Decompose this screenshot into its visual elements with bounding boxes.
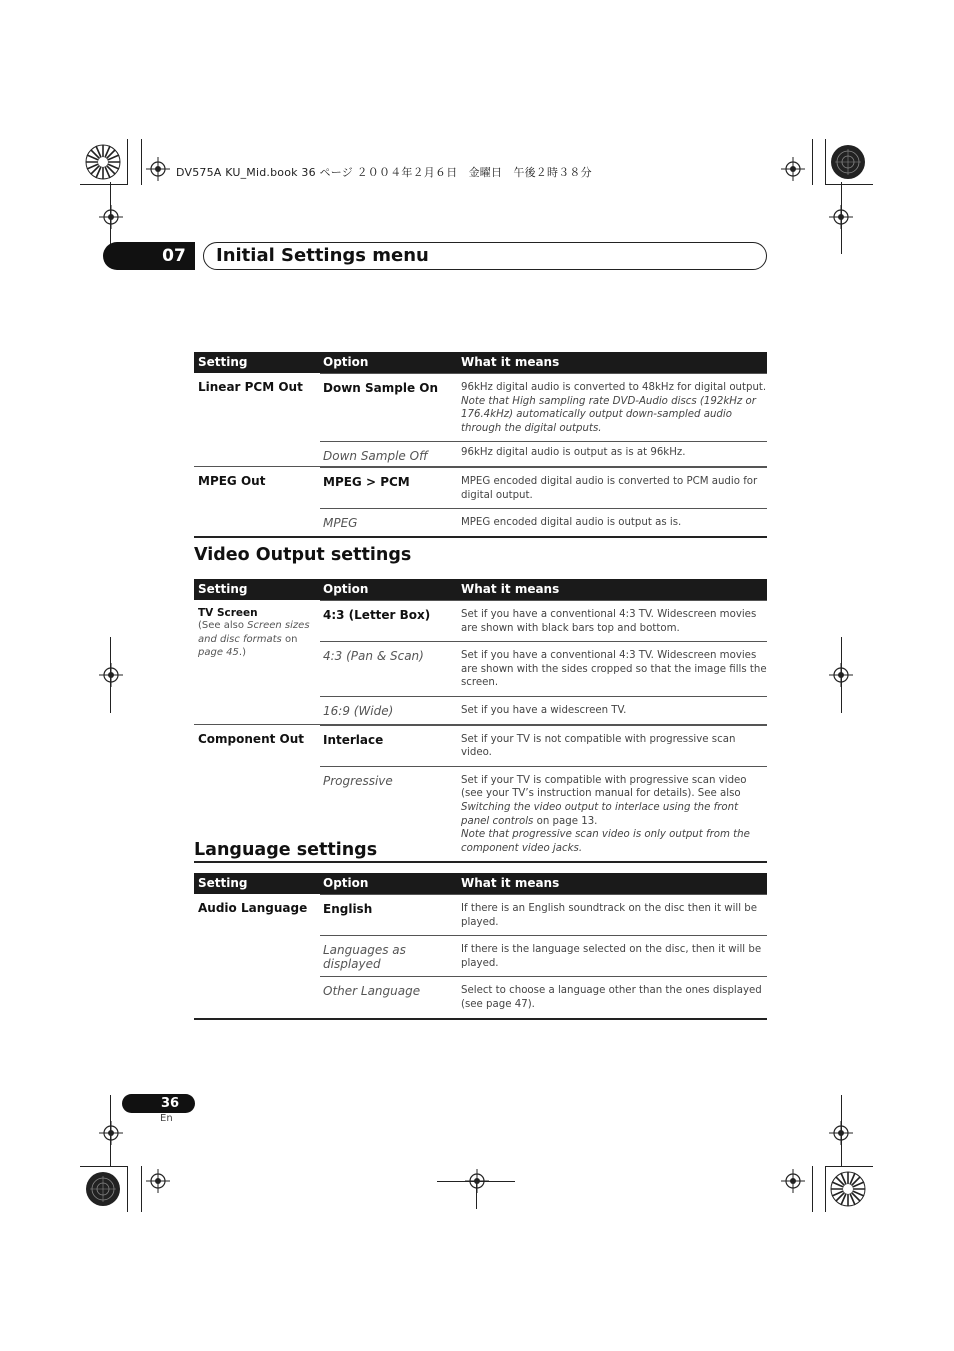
crop-line xyxy=(825,1166,873,1167)
section-title-video-output: Video Output settings xyxy=(194,545,412,565)
table-row xyxy=(320,935,767,976)
crosshair-mark xyxy=(99,205,123,229)
crop-line xyxy=(841,637,842,713)
meaning-link-text: Switching the video output to interlace using the front panel controls xyxy=(461,801,739,827)
setting-name xyxy=(198,607,316,660)
registration-mark-bottom-left xyxy=(84,1170,122,1208)
setting-group-mpeg-out xyxy=(194,466,767,536)
registration-mark-top-right xyxy=(829,143,867,181)
option-name: Down Sample Off xyxy=(323,449,428,464)
option-meaning: If there is an English soundtrack on the disc then it will be played. xyxy=(461,903,758,928)
setting-label: TV Screen xyxy=(198,607,258,619)
note-page: page 45 xyxy=(198,647,239,658)
option-meaning: MPEG encoded digital audio is converted to PCM audio for digital output. xyxy=(461,475,758,501)
crop-line xyxy=(825,1166,826,1212)
crop-line xyxy=(127,139,128,185)
table-end-rule xyxy=(194,1018,767,1020)
option-meaning: Set if you have a conventional 4:3 TV. Widescreen movies are shown with the sides cropped so that the image fills the screen. xyxy=(461,650,767,689)
meaning-note: Note that High sampling rate DVD-Audio discs (192kHz or 176.4kHz) automatically output down-sampled audio through the digital outputs. xyxy=(461,395,756,434)
meaning-note: Note that progressive scan video is only output from the component video jacks. xyxy=(461,829,750,854)
table-row xyxy=(320,976,767,1017)
meaning-text: Set if your TV is compatible with progressive scan video (see your TV’s instruction manual for details). See also xyxy=(461,774,747,800)
setting-group-audio-language xyxy=(194,894,767,1018)
column-header-meaning: What it means xyxy=(461,582,560,596)
table-row xyxy=(320,766,767,862)
table-row xyxy=(320,373,767,441)
option-name: Languages as displayed xyxy=(323,943,406,972)
table-row xyxy=(320,441,767,466)
column-header-setting: Setting xyxy=(198,876,248,890)
note-prefix: (See also xyxy=(198,620,248,631)
column-header-setting: Setting xyxy=(198,582,248,596)
column-header-option: Option xyxy=(323,876,369,890)
option-name: Other Language xyxy=(323,984,421,999)
option-name: English xyxy=(323,902,373,916)
setting-group-linear-pcm-out xyxy=(194,373,767,466)
note-link-text: Screen sizes and disc formats xyxy=(198,620,310,645)
crosshair-mark xyxy=(781,157,805,181)
setting-name: Audio Language xyxy=(198,901,308,915)
video-settings-table xyxy=(194,579,767,863)
option-name: 16:9 (Wide) xyxy=(323,703,394,718)
option-name: MPEG xyxy=(323,516,358,531)
print-header: DV575A KU_Mid.book 36 ページ ２００４年２月６日 金曜日 午後２時３８分 xyxy=(176,166,592,179)
audio-settings-table xyxy=(194,352,767,538)
crop-line xyxy=(110,1095,111,1167)
crosshair-mark xyxy=(99,1121,123,1145)
chapter-number: 07 xyxy=(162,246,186,266)
option-meaning: Select to choose a language other than the ones displayed (see page 47). xyxy=(461,985,762,1010)
setting-note xyxy=(198,619,316,660)
crop-line xyxy=(812,139,813,185)
option-name: Interlace xyxy=(323,732,384,747)
setting-group-tv-screen xyxy=(194,600,767,724)
crop-line xyxy=(110,637,111,713)
column-header-meaning: What it means xyxy=(461,355,560,369)
option-meaning xyxy=(461,767,767,862)
chapter-title: Initial Settings menu xyxy=(216,245,429,266)
option-meaning: Set if your TV is not compatible with progressive scan video. xyxy=(461,733,736,759)
crop-line xyxy=(841,182,842,254)
option-meaning: Set if you have a widescreen TV. xyxy=(461,704,627,716)
option-name: Progressive xyxy=(323,773,393,788)
table-end-rule xyxy=(194,536,767,538)
section-title-language: Language settings xyxy=(194,840,378,860)
registration-mark-top-left xyxy=(84,143,122,181)
option-name: Down Sample On xyxy=(323,381,439,395)
page-number: 36 xyxy=(160,1096,180,1111)
setting-name: Linear PCM Out xyxy=(198,380,303,394)
setting-name: Component Out xyxy=(198,731,305,746)
crosshair-mark xyxy=(146,157,170,181)
column-header-option: Option xyxy=(323,355,369,369)
language-settings-table xyxy=(194,873,767,1020)
crop-line xyxy=(825,184,873,185)
note-mid: on xyxy=(281,633,298,645)
crop-line xyxy=(80,1166,128,1167)
crop-line xyxy=(825,139,826,185)
table-row xyxy=(320,467,767,508)
table-row xyxy=(320,725,767,766)
option-meaning xyxy=(461,374,767,441)
crosshair-mark xyxy=(781,1169,805,1193)
column-header-meaning: What it means xyxy=(461,876,560,890)
crop-line xyxy=(141,139,142,185)
option-meaning: MPEG encoded digital audio is output as is. xyxy=(461,517,682,529)
page-language: En xyxy=(160,1113,173,1124)
table-header xyxy=(194,873,767,894)
option-name: 4:3 (Pan & Scan) xyxy=(323,649,424,664)
table-row xyxy=(320,696,767,724)
crop-line xyxy=(141,1166,142,1212)
option-meaning: Set if you have a conventional 4:3 TV. Widescreen movies are shown with black bars top and bottom. xyxy=(461,609,757,634)
table-header xyxy=(194,352,767,373)
meaning-text: 96kHz digital audio is converted to 48kHz for digital output. xyxy=(461,382,767,393)
column-header-option: Option xyxy=(323,582,369,596)
crop-line xyxy=(80,184,128,185)
crosshair-mark xyxy=(146,1169,170,1193)
setting-name: MPEG Out xyxy=(198,473,266,488)
crop-line xyxy=(476,1181,477,1209)
table-row xyxy=(320,641,767,696)
option-meaning: If there is the language selected on the disc, then it will be played. xyxy=(461,944,762,969)
crop-line xyxy=(841,1095,842,1167)
option-name: 4:3 (Letter Box) xyxy=(323,608,431,622)
crosshair-mark xyxy=(99,663,123,687)
crop-line xyxy=(127,1166,128,1212)
registration-mark-bottom-right xyxy=(829,1170,867,1208)
note-suffix: .) xyxy=(238,647,246,658)
table-row xyxy=(320,894,767,935)
table-header xyxy=(194,579,767,600)
table-row xyxy=(320,600,767,641)
option-name: MPEG > PCM xyxy=(323,474,410,489)
meaning-text-end: on page 13. xyxy=(533,815,598,827)
crop-line xyxy=(812,1166,813,1212)
table-row xyxy=(320,508,767,536)
column-header-setting: Setting xyxy=(198,355,248,369)
option-meaning: 96kHz digital audio is output as is at 96kHz. xyxy=(461,447,686,459)
table-end-rule xyxy=(194,861,767,863)
